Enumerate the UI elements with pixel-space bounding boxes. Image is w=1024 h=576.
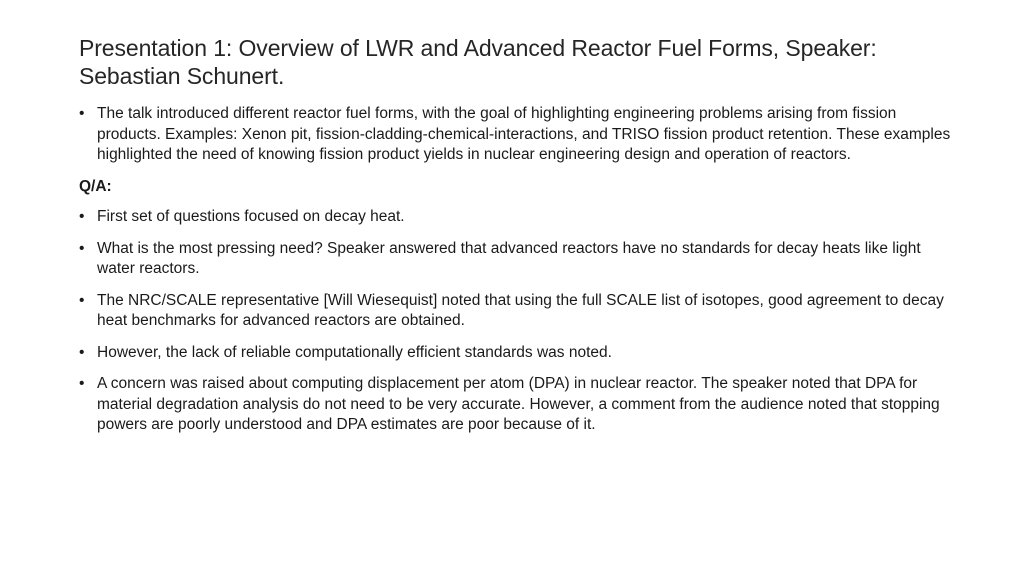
slide-title: Presentation 1: Overview of LWR and Advanced Reactor Fuel Forms, Speaker: Sebastian Schunert.	[79, 35, 877, 89]
qa-bullet	[79, 239, 954, 280]
bullet-icon: •	[79, 208, 85, 225]
bullet-icon: •	[79, 105, 85, 122]
intro-bullet	[79, 104, 954, 166]
intro-bullet-list	[79, 104, 954, 166]
qa-bullet-text: The NRC/SCALE representative [Will Wiesequist] noted that using the full SCALE list of isotopes, good agreement to decay heat benchmarks for advanced reactors are obtained.	[97, 291, 944, 329]
qa-bullet	[79, 374, 954, 436]
qa-heading: Q/A:	[79, 177, 112, 195]
qa-bullet-text: A concern was raised about computing displacement per atom (DPA) in nuclear reactor. The speaker noted that DPA for material degradation analysis do not need to be very accurate. However, a comment from the audience noted that stopping powers are poorly understood and DPA estimates are poor because of it.	[97, 375, 940, 433]
intro-bullet-text: The talk introduced different reactor fuel forms, with the goal of highlighting engineering problems arising from fission products. Examples: Xenon pit, fission-cladding-chemical-interactions, and TRISO fission product retention. These examples highlighted the need of knowing fission product yields in nuclear engineering design and operation of reactors.	[97, 105, 951, 163]
qa-bullet-text: First set of questions focused on decay heat.	[97, 208, 405, 225]
bullet-icon: •	[79, 239, 85, 257]
slide-body	[79, 104, 954, 436]
bullet-icon: •	[79, 375, 85, 392]
qa-bullet-list	[79, 207, 954, 436]
bullet-icon: •	[79, 291, 85, 309]
qa-bullet	[79, 291, 954, 332]
bullet-icon: •	[79, 343, 85, 361]
qa-bullet	[79, 343, 954, 364]
qa-bullet	[79, 207, 954, 228]
qa-bullet-text: What is the most pressing need? Speaker answered that advanced reactors have no standards for decay heats like light water reactors.	[97, 239, 921, 277]
qa-bullet-text: However, the lack of reliable computationally efficient standards was noted.	[97, 343, 612, 361]
